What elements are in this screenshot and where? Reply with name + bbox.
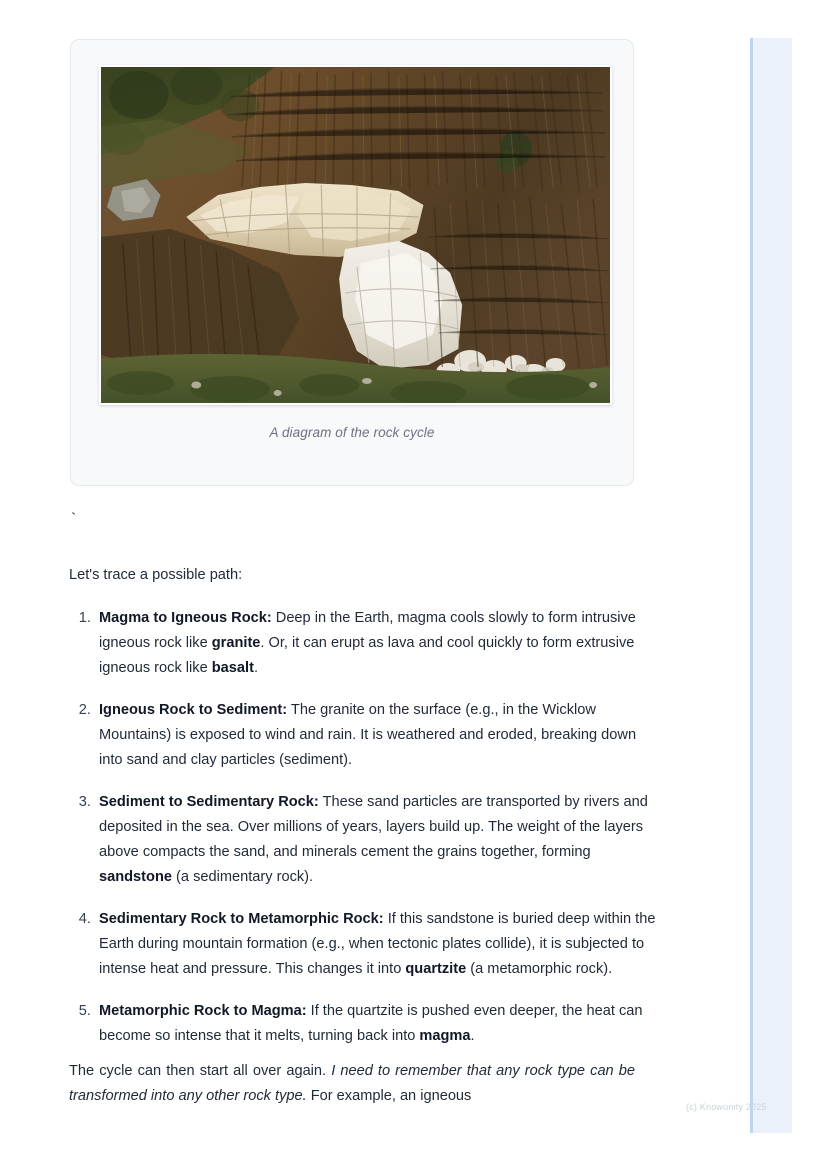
- closing-plain-1: The cycle can then start all over again.: [69, 1063, 332, 1079]
- figure-card: [70, 39, 634, 486]
- list-item: [95, 698, 661, 773]
- closing-paragraph: [69, 1059, 635, 1109]
- list-item: [95, 790, 661, 890]
- step-body-1: Deep in the Earth, magma cools slowly to form intrusive igneous rock like: [99, 610, 636, 651]
- step-term: Igneous Rock to Sediment:: [99, 702, 288, 718]
- closing-italic: I need to remember that any rock type can be transformed into any other rock type.: [69, 1063, 635, 1104]
- step-bold-1: granite: [211, 635, 261, 651]
- step-body-3: .: [253, 660, 259, 676]
- step-term: Metamorphic Rock to Magma:: [99, 1003, 307, 1019]
- step-body-1: If the quartzite is pushed even deeper, the heat can become so intense that it melts, turning back into: [99, 1003, 643, 1044]
- step-body-2: . Or, it can erupt as lava and cool quickly to form extrusive igneous rock like: [99, 635, 635, 676]
- step-body-1: If this sandstone is buried deep within the Earth during mountain formation (e.g., when tectonic plates collide), it is subjected to intense heat and pressure. This changes it into: [99, 911, 656, 977]
- step-body-2: (a metamorphic rock).: [466, 961, 613, 977]
- stray-backtick-artifact: `: [69, 511, 79, 528]
- step-bold-1: sandstone: [99, 869, 172, 885]
- list-item: [95, 999, 661, 1049]
- step-body-2: (a sedimentary rock).: [171, 869, 314, 885]
- list-item: [95, 606, 661, 681]
- step-bold-1: magma: [419, 1028, 471, 1044]
- step-bold-1: quartzite: [405, 961, 467, 977]
- figure-photo-frame: [99, 65, 612, 405]
- list-item: [95, 907, 661, 982]
- step-body-2: .: [470, 1028, 475, 1044]
- lead-line: Let's trace a possible path:: [69, 567, 243, 583]
- step-body-1: The granite on the surface (e.g., in the Wicklow Mountains) is exposed to wind and rain. It is weathered and eroded, breaking down into sand and clay particles (sediment).: [99, 702, 637, 768]
- step-bold-2: basalt: [211, 660, 254, 676]
- right-side-rail: [750, 38, 792, 1133]
- step-term: Sediment to Sedimentary Rock:: [99, 794, 319, 810]
- rock-outcrop-photo: [101, 67, 610, 403]
- closing-plain-2: For example, an igneous: [306, 1088, 472, 1104]
- rock-cycle-steps-list: [69, 606, 661, 1049]
- step-term: Sedimentary Rock to Metamorphic Rock:: [99, 911, 384, 927]
- figure-caption: A diagram of the rock cycle: [269, 425, 435, 440]
- step-term: Magma to Igneous Rock:: [99, 610, 272, 626]
- watermark: (c) Knowunity 2025: [686, 1102, 767, 1112]
- step-body-1: These sand particles are transported by rivers and deposited in the sea. Over millions of years, layers build up. The weight of the layers above compacts the sand, and minerals cement the grains together, forming: [99, 794, 648, 860]
